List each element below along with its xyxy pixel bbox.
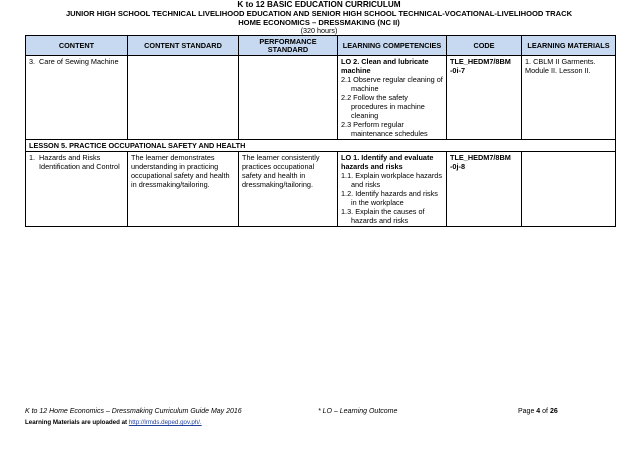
competencies-cell [338, 56, 447, 140]
table-header-row [26, 36, 616, 56]
footer-guide-title: K to 12 Home Economics – Dressmaking Curriculum Guide May 2016 [25, 408, 242, 415]
page-total: 26 [549, 408, 558, 415]
lesson-heading-row [26, 140, 616, 152]
doc-subtitle: JUNIOR HIGH SCHOOL TECHNICAL LIVELIHOOD EDUCATION AND SENIOR HIGH SCHOOL TECHNICAL-VOCATIONAL-LIVELIHOOD TRACK [65, 9, 573, 18]
content-text: Care of Sewing Machine [39, 57, 119, 66]
curriculum-table [25, 35, 616, 227]
content-standard-cell [128, 56, 239, 140]
doc-title: K to 12 BASIC EDUCATION CURRICULUM [237, 0, 401, 9]
competency-item: 2.1 Observe regular cleaning of machine [341, 75, 443, 93]
lo-title: LO 1. Identify and evaluate hazards and risks [341, 153, 434, 171]
content-number: 1. [29, 153, 36, 162]
performance-standard-cell [239, 56, 338, 140]
competencies-cell [338, 152, 447, 227]
page-current: 4 [536, 408, 541, 415]
lo-title: LO 2. Clean and lubricate machine [341, 57, 429, 75]
materials-cell: 1. CBLM II Garments. Module II. Lesson II. [522, 56, 616, 140]
col-header-code: CODE [447, 36, 522, 56]
page-prefix: Page [518, 408, 537, 415]
materials-cell [522, 152, 616, 227]
competency-item: 1.3. Explain the causes of hazards and risks [341, 207, 425, 225]
page-number [518, 408, 558, 415]
footer-materials-text: Learning Materials are uploaded at [25, 419, 129, 426]
doc-course: HOME ECONOMICS – DRESSMAKING (NC II) [238, 18, 400, 27]
content-text: Hazards and Risks Identification and Control [39, 153, 120, 171]
doc-hours: (320 hours) [300, 26, 338, 35]
competency-item: 1.2. Identify hazards and risks in the workplace [341, 189, 438, 207]
footer-lo-note: * LO – Learning Outcome [318, 408, 398, 415]
performance-standard-cell: The learner consistently practices occupational safety and health in dressmaking/tailoring. [239, 152, 338, 227]
col-header-content: CONTENT [26, 36, 128, 56]
content-standard-cell: The learner demonstrates understanding in practicing occupational safety and health in dressmaking/tailoring. [128, 152, 239, 227]
page-of: of [540, 408, 550, 415]
col-header-content-standard: CONTENT STANDARD [128, 36, 239, 56]
table-row [26, 152, 616, 227]
col-header-learning-competencies: LEARNING COMPETENCIES [338, 36, 447, 56]
competency-item: 2.3 Perform regular maintenance schedules [341, 120, 428, 138]
lrmds-link[interactable]: http://lrmds.deped.gov.ph/. [128, 419, 202, 426]
footer-materials-note [25, 419, 202, 426]
code-cell: TLE_HEDM7/8BM -0j-8 [447, 152, 522, 227]
col-header-learning-materials: LEARNING MATERIALS [522, 36, 616, 56]
competency-item: 2.2 Follow the safety procedures in machine cleaning [341, 93, 425, 120]
col-header-performance-standard: PERFORMANCE STANDARD [239, 36, 338, 56]
code-cell: TLE_HEDM7/8BM -0i-7 [447, 56, 522, 140]
competency-item: 1.1. Explain workplace hazards and risks [341, 171, 442, 189]
content-cell [26, 152, 128, 227]
content-number: 3. [29, 57, 36, 66]
table-row [26, 56, 616, 140]
content-cell [26, 56, 128, 140]
lesson-heading: LESSON 5. PRACTICE OCCUPATIONAL SAFETY AND HEALTH [26, 140, 616, 152]
